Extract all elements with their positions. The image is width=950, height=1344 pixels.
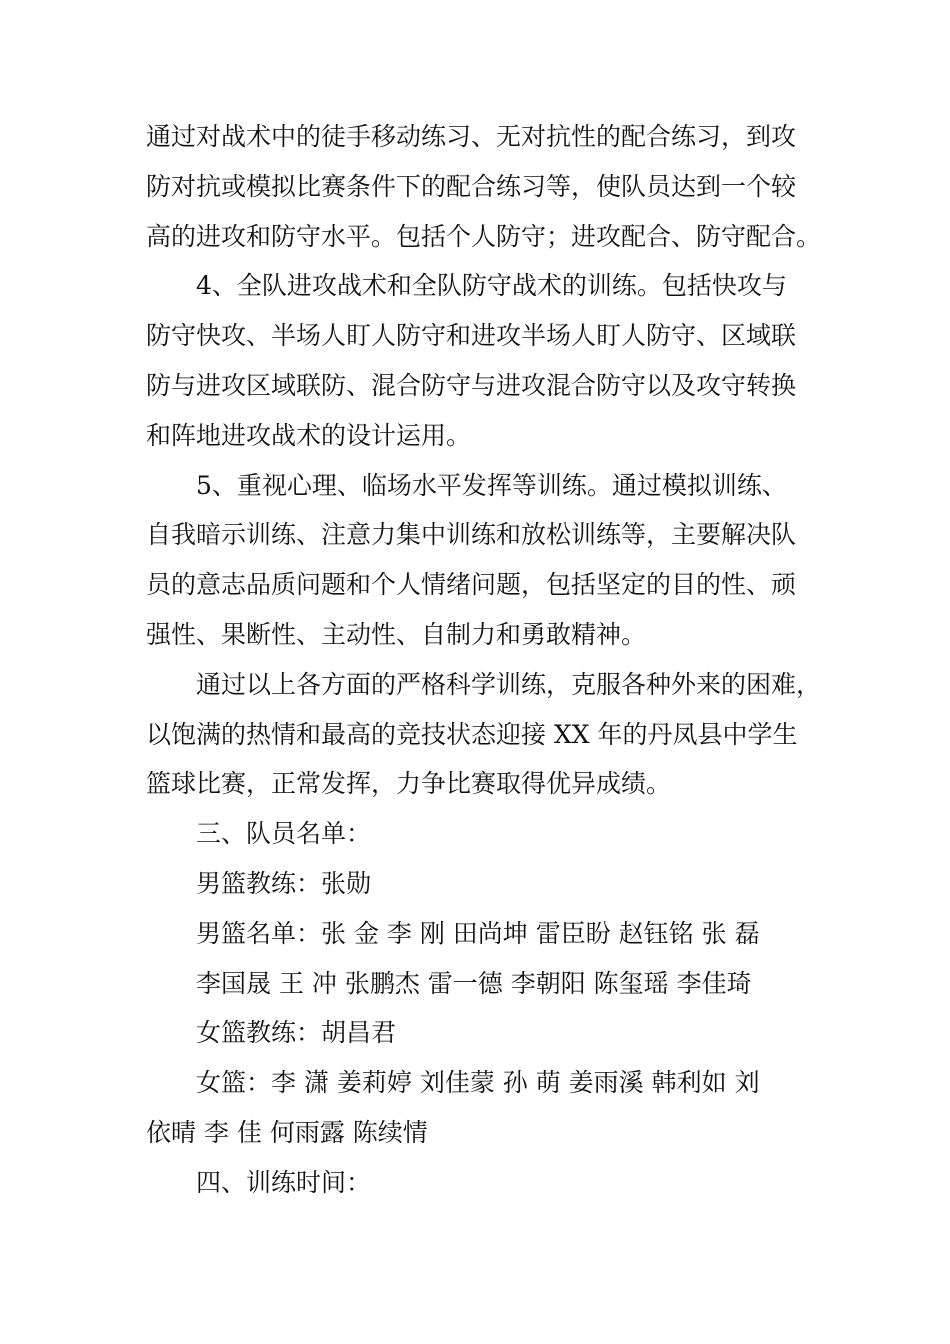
paragraph-line: 4、全队进攻战术和全队防守战术的训练。包括快攻与 bbox=[196, 271, 787, 301]
roster-line: 男篮名单：张 金 李 刚 田尚坤 雷臣盼 赵钰铭 张 磊 bbox=[196, 918, 760, 948]
paragraph-line: 防与进攻区域联防、混合防守与进攻混合防守以及攻守转换 bbox=[146, 370, 797, 400]
paragraph-line: 自我暗示训练、注意力集中训练和放松训练等，主要解决队 bbox=[146, 520, 797, 550]
paragraph-line: 5、重视心理、临场水平发挥等训练。通过模拟训练、 bbox=[196, 470, 787, 500]
paragraph-line: 篮球比赛，正常发挥，力争比赛取得优异成绩。 bbox=[146, 769, 672, 799]
paragraph-line: 通过对战术中的徒手移动练习、无对抗性的配合练习，到攻 bbox=[146, 122, 797, 151]
coach-line: 女篮教练：胡昌君 bbox=[196, 1018, 397, 1048]
paragraph-line: 以饱满的热情和最高的竞技状态迎接 XX 年的丹凤县中学生 bbox=[146, 719, 798, 749]
paragraph-line: 员的意志品质问题和个人情绪问题，包括坚定的目的性、顽 bbox=[146, 570, 797, 600]
roster-line: 李国晟 王 冲 张鹏杰 雷一德 李朝阳 陈玺瑶 李佳琦 bbox=[196, 968, 752, 998]
paragraph-line: 通过以上各方面的严格科学训练，克服各种外来的困难， bbox=[196, 669, 822, 699]
paragraph-line: 强性、果断性、主动性、自制力和勇敢精神。 bbox=[146, 619, 647, 649]
coach-line: 男篮教练：张勋 bbox=[196, 868, 372, 898]
paragraph-line: 和阵地进攻战术的设计运用。 bbox=[146, 420, 472, 450]
paragraph-line: 防对抗或模拟比赛条件下的配合练习等，使队员达到一个较 bbox=[146, 171, 797, 201]
document-body bbox=[146, 112, 826, 1208]
roster-line: 女篮：李 潇 姜莉婷 刘佳蒙 孙 萌 姜雨溪 韩利如 刘 bbox=[196, 1068, 760, 1098]
roster-line: 依晴 李 佳 何雨露 陈续情 bbox=[146, 1117, 428, 1147]
paragraph-line: 高的进攻和防守水平。包括个人防守；进攻配合、防守配合。 bbox=[146, 221, 822, 251]
paragraph-line: 防守快攻、半场人盯人防守和进攻半场人盯人防守、区域联 bbox=[146, 321, 797, 351]
section-heading: 四、训练时间： bbox=[196, 1167, 372, 1197]
section-heading: 三、队员名单： bbox=[196, 819, 372, 849]
